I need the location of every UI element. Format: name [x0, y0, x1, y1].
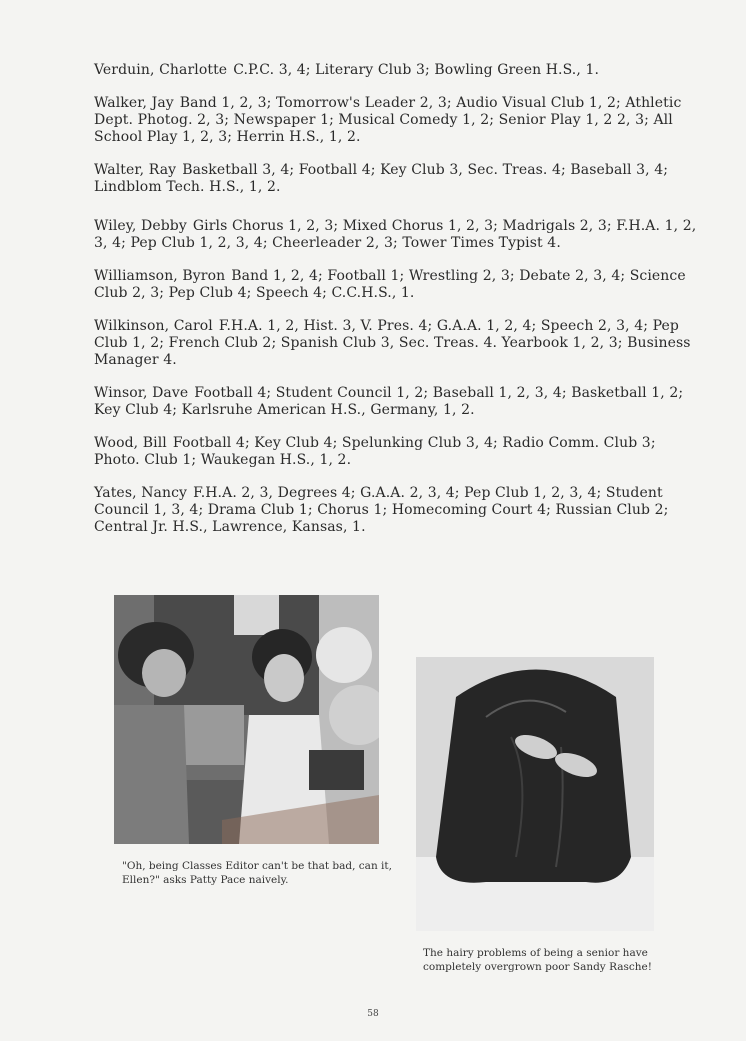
entry-name: Wood, Bill [94, 435, 167, 451]
photo-caption-hairy-problems: The hairy problems of being a senior have completely overgrown poor Sandy Rasche! [423, 947, 652, 973]
entry-activities: Girls Chorus 1, 2, 3; Mixed Chorus 1, 2, 3; Madrigals 2, 3; F.H.A. 1, 2, 3, 4; Pep Club 1, 2, 3, 4; Cheerleader 2, 3; Tower Times Typist 4. [94, 218, 697, 251]
photo-caption-classes-editor: "Oh, being Classes Editor can't be that bad, can it, Ellen?" asks Patty Pace naively. [122, 860, 392, 886]
entry-wiley [94, 218, 704, 252]
entry-activities: Basketball 3, 4; Football 4; Key Club 3, Sec. Treas. 4; Baseball 3, 4; Lindblom Tech. H.S., 1, 2. [94, 162, 669, 195]
senior-activity-list [94, 62, 704, 552]
entry-name: Yates, Nancy [94, 485, 188, 501]
entry-activities: Band 1, 2, 4; Football 1; Wrestling 2, 3; Debate 2, 3, 4; Science Club 2, 3; Pep Club 4; Speech 4; C.C.H.S., 1. [94, 268, 686, 301]
entry-name: Winsor, Dave [94, 385, 189, 401]
entry-name: Wiley, Debby [94, 218, 187, 234]
entry-name: Walter, Ray [94, 162, 177, 178]
entry-walter [94, 162, 704, 196]
entry-name: Verduin, Charlotte [94, 62, 228, 78]
entry-wood [94, 435, 704, 469]
entry-winsor [94, 385, 704, 419]
entry-name: Wilkinson, Carol [94, 318, 213, 334]
page-number: 58 [367, 1009, 379, 1019]
photo-hair [416, 657, 654, 931]
entry-activities: Football 4; Student Council 1, 2; Baseball 1, 2, 3, 4; Basketball 1, 2; Key Club 4; Karlsruhe American H.S., Germany, 1, 2. [94, 385, 684, 418]
entry-verduin [94, 62, 704, 79]
entry-activities: F.H.A. 1, 2, Hist. 3, V. Pres. 4; G.A.A. 1, 2, 4; Speech 2, 3, 4; Pep Club 1, 2; French Club 2; Spanish Club 3, Sec. Treas. 4. Yearbook 1, 2, 3; Business Manager 4. [94, 318, 691, 368]
entry-activities: Football 4; Key Club 4; Spelunking Club 3, 4; Radio Comm. Club 3; Photo. Club 1; Waukegan H.S., 1, 2. [94, 435, 656, 468]
photo-hair-image [416, 657, 654, 931]
entry-activities: Band 1, 2, 3; Tomorrow's Leader 2, 3; Audio Visual Club 1, 2; Athletic Dept. Photog. 2, 3; Newspaper 1; Musical Comedy 1, 2; Senior Play 1, 2 2, 3; All School Play 1, 2, 3; Herrin H.S., 1, 2. [94, 95, 682, 145]
entry-name: Williamson, Byron [94, 268, 226, 284]
entry-walker [94, 95, 704, 146]
entry-williamson [94, 268, 704, 302]
entry-name: Walker, Jay [94, 95, 174, 111]
entry-yates [94, 485, 704, 536]
entry-activities: F.H.A. 2, 3, Degrees 4; G.A.A. 2, 3, 4; Pep Club 1, 2, 3, 4; Student Council 1, 3, 4; Drama Club 1; Chorus 1; Homecoming Court 4; Russian Club 2; Central Jr. H.S., Lawrence, Kansas, 1. [94, 485, 669, 535]
photo-two-girls [114, 595, 379, 844]
entry-activities: C.P.C. 3, 4; Literary Club 3; Bowling Green H.S., 1. [233, 62, 600, 78]
entry-wilkinson [94, 318, 704, 369]
photo-two-girls-image [114, 595, 379, 844]
